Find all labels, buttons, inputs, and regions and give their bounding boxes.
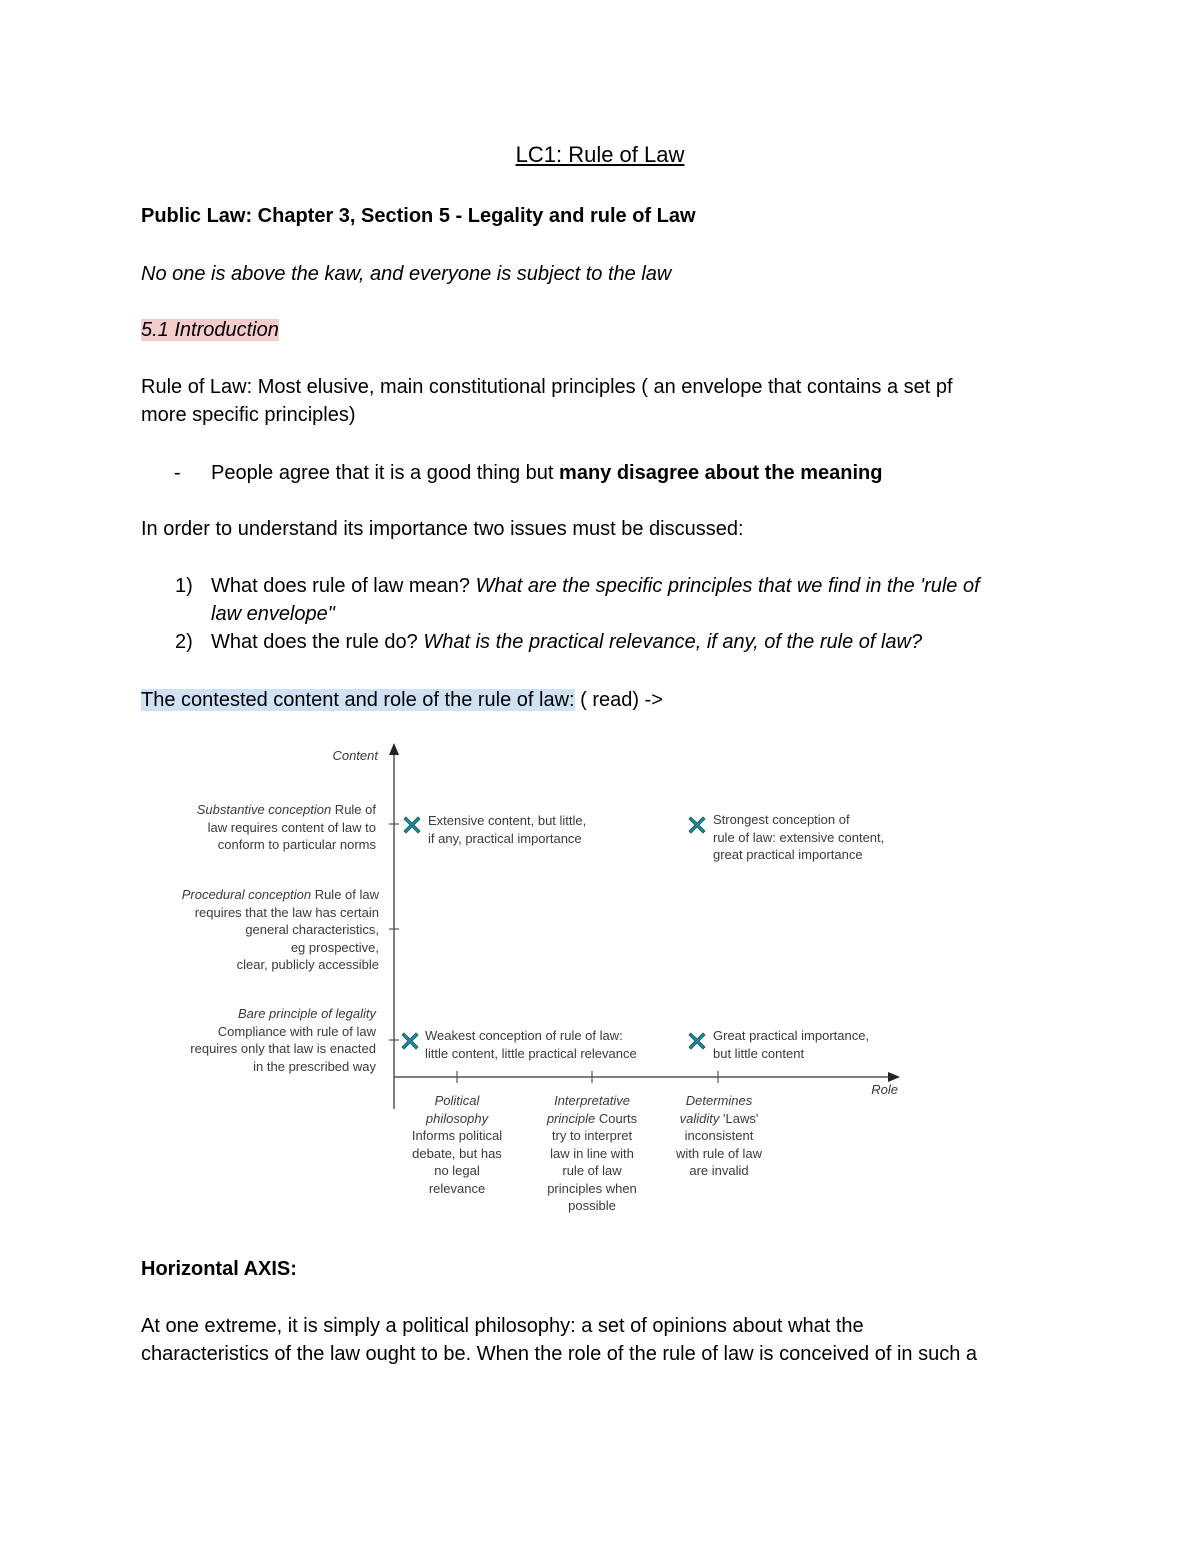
quadrant-line: but little content <box>713 1045 805 1061</box>
x-level-political <box>392 1092 522 1197</box>
y-level-text: general characteristics, <box>245 922 379 937</box>
x-level-text: no legal <box>434 1163 480 1178</box>
cross-marker-icon <box>687 1031 707 1051</box>
quadrant-line: great practical importance <box>713 847 863 862</box>
y-level-text: clear, publicly accessible <box>236 957 379 972</box>
bullet-bold-text: many disagree about the meaning <box>559 462 883 484</box>
y-level-text: requires that the law has certain <box>194 904 379 920</box>
rule-of-law-diagram <box>170 735 910 1225</box>
intro-line-1: Rule of Law: Most elusive, main constitutional principles ( an envelope that contains a set pf <box>141 376 953 398</box>
issue-item <box>211 572 980 600</box>
issue-number: 2) <box>175 631 193 653</box>
quadrant-line: Strongest conception of <box>713 812 850 827</box>
x-level-text: try to interpret <box>551 1128 633 1143</box>
x-level-text: are invalid <box>689 1163 749 1178</box>
x-level-text: with rule of law <box>676 1145 762 1161</box>
y-level-text: Rule of <box>331 802 376 817</box>
quadrant-line: Great practical importance, <box>713 1028 870 1043</box>
contested-highlight: The contested content and role of the rule of law: <box>141 689 575 711</box>
quadrant-bottom-left-text <box>425 1027 685 1062</box>
x-level-text: law in line with <box>550 1145 634 1161</box>
horizontal-axis-heading: Horizontal AXIS: <box>141 1258 297 1280</box>
y-level-text: Compliance with rule of law <box>217 1023 376 1039</box>
quadrant-top-left-text <box>428 812 668 847</box>
x-level-text: inconsistent <box>684 1128 754 1143</box>
intro-line-2: more specific principles) <box>141 404 356 426</box>
page-title: LC1: Rule of Law <box>515 142 685 167</box>
x-level-name: philosophy <box>425 1110 489 1126</box>
subheading: 5.1 Introduction <box>141 319 279 341</box>
x-level-text: principles when <box>547 1180 637 1196</box>
y-level-name: Procedural conception <box>181 887 312 902</box>
quadrant-line: if any, practical importance <box>428 830 582 846</box>
y-level-text: in the prescribed way <box>253 1058 376 1074</box>
x-axis-label: Role <box>871 1082 898 1097</box>
issue-question: What does the rule do? <box>211 631 424 653</box>
closing-line-2: characteristics of the law ought to be. When the role of the rule of law is conceived of in such a <box>141 1343 978 1365</box>
x-level-text: rule of law <box>562 1163 622 1178</box>
bullet-item <box>211 459 882 487</box>
y-level-text: Rule of law <box>311 887 379 902</box>
y-level-bare <box>170 1005 376 1075</box>
x-level-name: Determines <box>685 1093 753 1108</box>
issues-intro: In order to understand its importance two issues must be discussed: <box>141 518 744 540</box>
contested-line <box>141 686 663 714</box>
y-axis-label: Content <box>332 748 378 763</box>
tagline: No one is above the kaw, and everyone is subject to the law <box>141 263 672 285</box>
x-level-text: relevance <box>428 1180 486 1196</box>
y-level-text: law requires content of law to <box>207 819 376 835</box>
quadrant-line: Weakest conception of rule of law: <box>425 1028 623 1043</box>
y-level-substantive <box>170 801 376 854</box>
bullet-marker: - <box>174 462 181 484</box>
y-level-text: eg prospective, <box>290 939 379 955</box>
quadrant-top-right-text <box>713 811 913 864</box>
y-level-procedural <box>170 886 379 974</box>
issue-detail: What is the practical relevance, if any, of the rule of law? <box>423 631 923 653</box>
quadrant-line: little content, little practical relevance <box>425 1045 637 1061</box>
x-level-name: Interpretative <box>554 1093 630 1108</box>
x-level-text: 'Laws' <box>719 1110 759 1126</box>
x-level-text: Informs political <box>411 1128 503 1143</box>
issue-item <box>211 628 922 656</box>
x-level-text: debate, but has <box>412 1145 502 1161</box>
x-level-name: principle <box>546 1110 596 1126</box>
cross-marker-icon <box>402 815 422 835</box>
x-level-name: Political <box>434 1093 480 1108</box>
section-heading: Public Law: Chapter 3, Section 5 - Legality and rule of Law <box>141 205 696 227</box>
y-level-text: conform to particular norms <box>217 837 376 852</box>
x-level-determines <box>656 1092 782 1180</box>
quadrant-line: Extensive content, but little, <box>428 813 587 828</box>
cross-marker-icon <box>400 1031 420 1051</box>
quadrant-bottom-right-text <box>713 1027 913 1062</box>
issue-detail-continued: law envelope" <box>211 603 335 625</box>
closing-line-1: At one extreme, it is simply a political philosophy: a set of opinions about what the <box>141 1315 864 1337</box>
cross-marker-icon <box>687 815 707 835</box>
x-level-text: Courts <box>595 1110 638 1126</box>
x-level-interpretative <box>522 1092 662 1215</box>
x-level-name: validity <box>679 1110 720 1126</box>
bullet-text: People agree that it is a good thing but <box>211 462 560 484</box>
issue-number: 1) <box>175 575 193 597</box>
y-level-text: requires only that law is enacted <box>190 1041 376 1056</box>
y-level-name: Substantive conception <box>196 802 332 817</box>
y-axis-arrow-icon <box>389 743 399 755</box>
subheading-wrapper <box>141 316 279 344</box>
issue-detail: What are the specific principles that we find in the 'rule of <box>475 575 980 597</box>
x-level-text: possible <box>568 1198 616 1213</box>
quadrant-line: rule of law: extensive content, <box>713 829 885 845</box>
y-level-name: Bare principle of legality <box>237 1006 376 1021</box>
contested-rest: ( read) -> <box>574 689 663 711</box>
issue-question: What does rule of law mean? <box>211 575 476 597</box>
